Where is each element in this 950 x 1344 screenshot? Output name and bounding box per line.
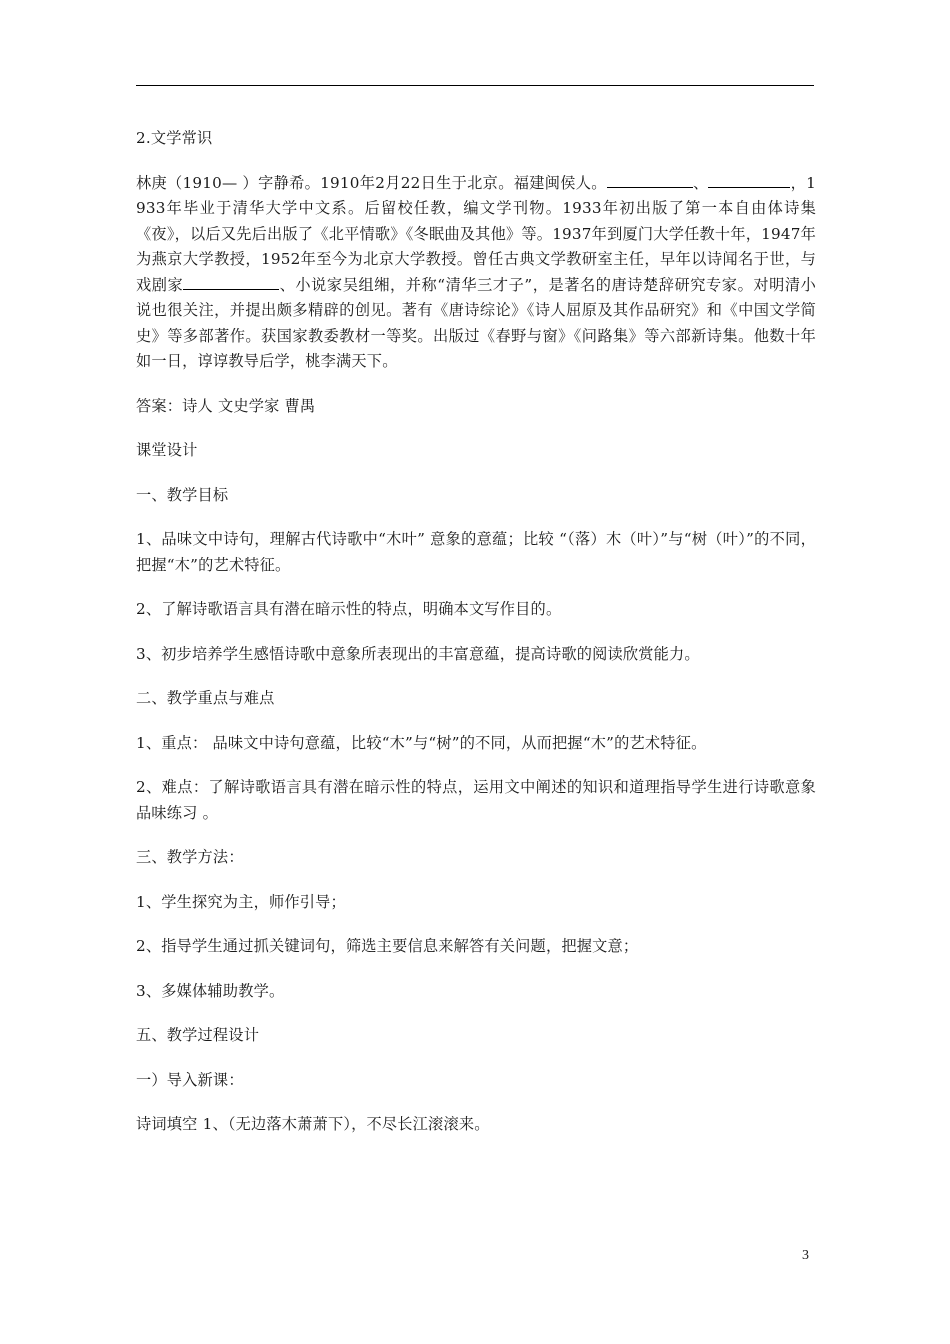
- fill-blank-2: [708, 173, 790, 188]
- goal-item-2: 2、了解诗歌语言具有潜在暗示性的特点，明确本文写作目的。: [136, 600, 562, 618]
- answer-line: 答案：诗人 文史学家 曹禺: [136, 396, 316, 415]
- intro-heading: 一）导入新课：: [136, 1070, 244, 1089]
- key-points-heading: 二、教学重点与难点: [136, 689, 275, 707]
- page-content: [136, 120, 816, 1138]
- fill-blank-1: [607, 173, 693, 188]
- key-point-2: 2、难点：了解诗歌语言具有潜在暗示性的特点，运用文中阐述的知识和道理指导学生进行诗歌意象品味练习 。: [136, 778, 816, 822]
- design-heading: 课堂设计: [136, 441, 198, 459]
- goal-item-1: 1、品味文中诗句，理解古代诗歌中“木叶” 意象的意蕴；比较 “（落）木（叶）”与“树（叶）”的不同，把握“木”的艺术特征。: [136, 530, 816, 574]
- bio-text-2: ，1933年毕业于清华大学中文系。后留校任教，编文学刊物。1933年初出版了第一本自由体诗集《夜》，以后又先后出版了《北平情歌》《冬眠曲及其他》等。1937年到厦门大学任教十年，1947年为燕京大学教授，1952年至今为北京大学教授。曾任古典文学教研室主任，早年以诗闻名于世，与戏剧家: [136, 173, 816, 294]
- header-rule: [136, 85, 814, 86]
- bio-paragraph: [136, 171, 816, 375]
- method-item-2: 2、指导学生通过抓关键词句，筛选主要信息来解答有关问题，把握文意；: [136, 937, 639, 955]
- key-point-1: 1、重点： 品味文中诗句意蕴，比较“木”与“树”的不同，从而把握“木”的艺术特征。: [136, 733, 707, 752]
- page-number: 3: [802, 1248, 809, 1263]
- bio-text-1: 林庚（1910— ）字静希。1910年2月22日生于北京。福建闽侯人。: [136, 173, 607, 192]
- method-item-1: 1、学生探究为主，师作引导；: [136, 892, 346, 911]
- section-title: 2.文学常识: [136, 129, 213, 147]
- bio-separator: 、: [692, 173, 709, 192]
- methods-heading: 三、教学方法：: [136, 848, 244, 866]
- goals-heading: 一、教学目标: [136, 485, 229, 504]
- process-heading: 五、教学过程设计: [136, 1026, 260, 1044]
- fill-blank-3: [183, 275, 279, 290]
- goal-item-3: 3、初步培养学生感悟诗歌中意象所表现出的丰富意蕴，提高诗歌的阅读欣赏能力。: [136, 644, 700, 663]
- bio-text-3: 、小说家吴组缃，并称“清华三才子”，是著名的唐诗楚辞研究专家。对明清小说也很关注，并提出颇多精辟的创见。著有《唐诗综论》《诗人屈原及其作品研究》和《中国文学简史》等多部著作。获国家教委教材一等奖。出版过《春野与窗》《问路集》等六部新诗集。他数十年如一日，谆谆教导后学，桃李满天下。: [136, 275, 816, 370]
- method-item-3: 3、多媒体辅助教学。: [136, 981, 285, 1000]
- poetry-fill-line: 诗词填空 1、（无边落木萧萧下），不尽长江滚滚来。: [136, 1115, 490, 1133]
